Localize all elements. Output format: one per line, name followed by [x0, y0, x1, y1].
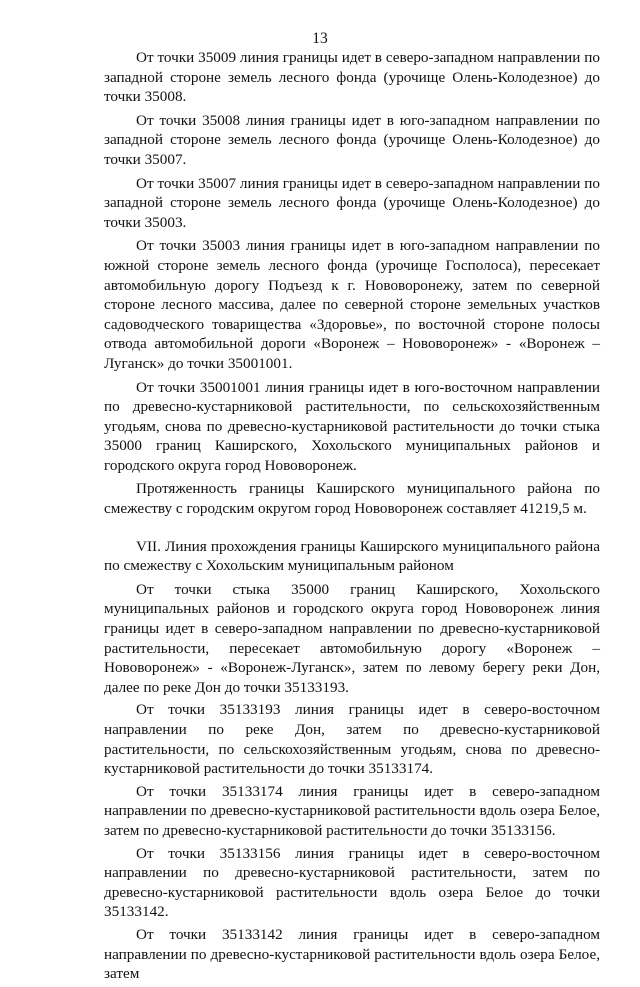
- paragraph: От точки 35007 линия границы идет в северо-западном направлении по западной стороне земель лесного фонда (урочище Олень-Колодезное) до точки 35003.: [104, 174, 600, 231]
- paragraph: От точки стыка 35000 границ Каширского, Хохольского муниципальных районов и городского округа город Нововоронеж линия границы идет в северо-западном направлении по древесно-кустарниковой растительности, пересекает автомобильную дорогу «Воронеж – Нововоронеж» - «Воронеж-Луганск», затем по левому берегу реки Дон, далее по реке Дон до точки 35133193.: [104, 580, 600, 696]
- paragraph: От точки 35009 линия границы идет в северо-западном направлении по западной стороне земель лесного фонда (урочище Олень-Колодезное) до точки 35008.: [104, 49, 600, 106]
- paragraph: От точки 35133142 линия границы идет в северо-западном направлении по древесно-кустарниковой растительности вдоль озера Белое, затем: [104, 925, 600, 983]
- paragraph: От точки 35008 линия границы идет в юго-западном направлении по западной стороне земель лесного фонда (урочище Олень-Колодезное) до точки 35007.: [104, 111, 600, 168]
- paragraph: От точки 35003 линия границы идет в юго-западном направлении по южной стороне земель лесного фонда (урочище Госполоса), пересекает автомобильную дорогу Подъезд к г. Нововоронежу, затем по северной стороне лесного массива, далее по северной стороне земельных участков садоводческого товарищества «Здоровье», по восточной стороне полосы отвода автомобильной дороги «Воронеж – Нововоронеж» - «Воронеж – Луганск» до точки 35001001.: [104, 237, 600, 372]
- paragraph: От точки 35133156 линия границы идет в северо-восточном направлении по древесно-кустарниковой растительности, затем по древесно-кустарниковой растительности вдоль озера Белое до точки 35133142.: [104, 844, 600, 921]
- paragraph: От точки 35001001 линия границы идет в юго-восточном направлении по древесно-кустарниковой растительности, по сельскохозяйственным угодьям, снова по древесно-кустарниковой растительности до точки стыка 35000 границ Каширского, Хохольского муниципальных районов и городского округа город Нововоронеж.: [104, 378, 600, 474]
- paragraph: Протяженность границы Каширского муниципального района по смежеству с городским округом город Нововоронеж составляет 41219,5 м.: [104, 480, 600, 518]
- paragraph: От точки 35133174 линия границы идет в северо-западном направлении по древесно-кустарниковой растительности вдоль озера Белое, затем по древесно-кустарниковой растительности до точки 35133156.: [104, 782, 600, 839]
- paragraph: От точки 35133193 линия границы идет в северо-восточном направлении по реке Дон, затем по древесно-кустарниковой растительности, по сельскохозяйственным угодьям, снова по древесно-кустарниковой растительности до точки 35133174.: [104, 701, 600, 778]
- document-body: [104, 48, 600, 987]
- section-heading: VII. Линия прохождения границы Каширского муниципального района по смежеству с Хохольским муниципальным районом: [104, 537, 600, 575]
- page-number: 13: [312, 30, 328, 47]
